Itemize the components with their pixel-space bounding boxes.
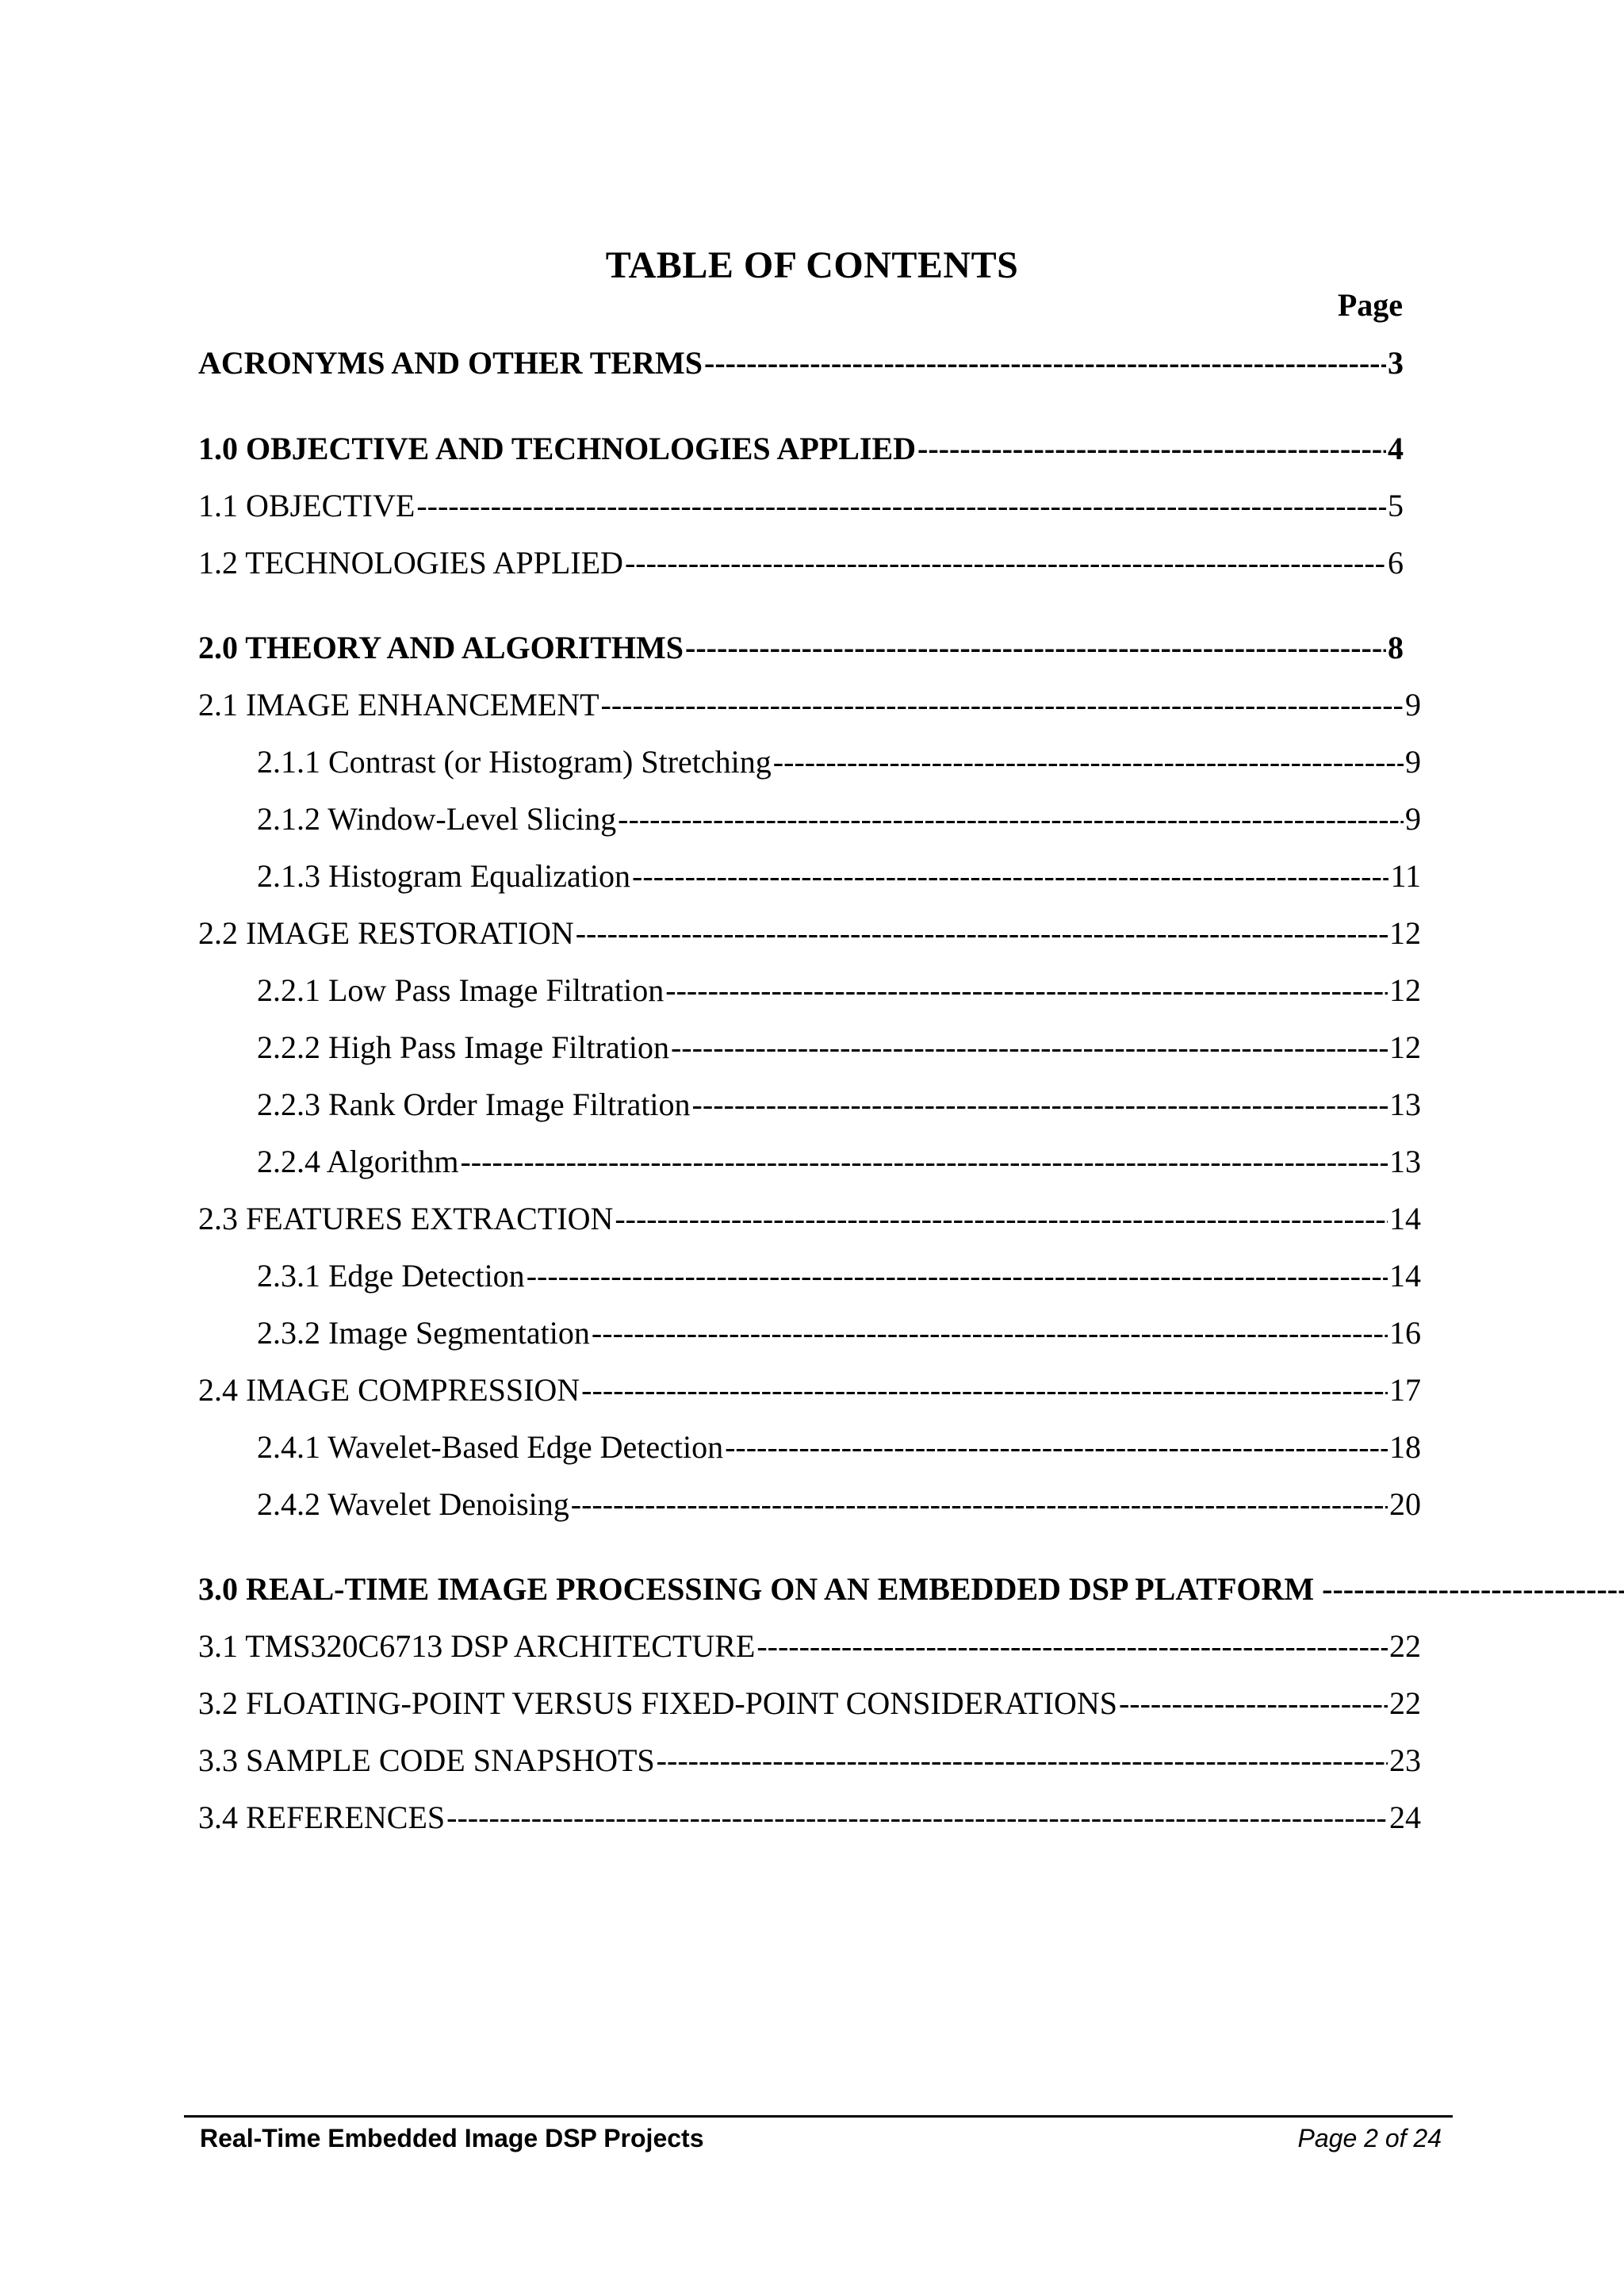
toc-entry-1-1[interactable] bbox=[198, 482, 1404, 530]
footer-divider bbox=[184, 2115, 1453, 2118]
toc-entry-page: 16 bbox=[1389, 1315, 1421, 1351]
dot-leader bbox=[671, 1024, 1388, 1071]
toc-entry-2-2-3[interactable] bbox=[257, 1081, 1421, 1129]
toc-entry-label: 2.1.1 Contrast (or Histogram) Stretching bbox=[257, 744, 772, 780]
toc-entry-label: 1.1 OBJECTIVE bbox=[198, 488, 416, 523]
toc-entry-page: 12 bbox=[1389, 1029, 1421, 1065]
toc-entry-2-1[interactable] bbox=[198, 681, 1421, 729]
page-column-label: Page bbox=[1337, 287, 1403, 323]
dot-leader bbox=[446, 1794, 1388, 1842]
toc-entry-page: 23 bbox=[1389, 1742, 1421, 1778]
toc-entry-2-1-1[interactable] bbox=[257, 738, 1421, 786]
toc-entry-label: 3.0 REAL-TIME IMAGE PROCESSING ON AN EMBEDDED DSP PLATFORM bbox=[198, 1571, 1315, 1607]
toc-entry-label: 2.4.2 Wavelet Denoising bbox=[257, 1486, 569, 1522]
toc-entry-2-3-2[interactable] bbox=[257, 1309, 1421, 1357]
toc-entry-label: 2.4.1 Wavelet-Based Edge Detection bbox=[257, 1429, 724, 1465]
toc-entry-label: 2.3.1 Edge Detection bbox=[257, 1258, 525, 1294]
toc-entry-page: 14 bbox=[1389, 1201, 1421, 1236]
toc-entry-label: 2.1.2 Window-Level Slicing bbox=[257, 801, 617, 837]
toc-entry-3-1[interactable] bbox=[198, 1623, 1421, 1670]
dot-leader bbox=[527, 1252, 1388, 1300]
dot-leader bbox=[581, 1366, 1388, 1414]
toc-entry-label: ACRONYMS AND OTHER TERMS bbox=[198, 345, 703, 381]
toc-entry-page: 8 bbox=[1388, 630, 1404, 665]
toc-entry-page: 24 bbox=[1389, 1800, 1421, 1835]
dot-leader bbox=[756, 1623, 1388, 1670]
toc-entry-label: 3.3 SAMPLE CODE SNAPSHOTS bbox=[198, 1742, 655, 1778]
dot-leader bbox=[725, 1424, 1388, 1471]
toc-entry-2-4-1[interactable] bbox=[257, 1424, 1421, 1471]
dot-leader bbox=[665, 967, 1388, 1014]
toc-entry-2-1-3[interactable] bbox=[257, 853, 1421, 900]
toc-entry-label: 3.2 FLOATING-POINT VERSUS FIXED-POINT CONSIDERATIONS bbox=[198, 1685, 1117, 1721]
dot-leader bbox=[917, 425, 1386, 473]
dot-leader bbox=[460, 1138, 1388, 1186]
toc-entry-2-4-2[interactable] bbox=[257, 1481, 1421, 1528]
toc-entry-page: 9 bbox=[1405, 687, 1421, 723]
toc-entry-acronyms[interactable] bbox=[198, 339, 1404, 387]
toc-entry-2-2-1[interactable] bbox=[257, 967, 1421, 1014]
toc-entry-label: 2.2.2 High Pass Image Filtration bbox=[257, 1029, 669, 1065]
dot-leader bbox=[615, 1195, 1388, 1243]
dot-leader bbox=[601, 681, 1404, 729]
toc-entry-label: 2.2.1 Low Pass Image Filtration bbox=[257, 972, 665, 1008]
toc-entry-2-3[interactable] bbox=[198, 1195, 1421, 1243]
toc-entry-3-2[interactable] bbox=[198, 1680, 1421, 1727]
dot-leader bbox=[657, 1737, 1388, 1784]
toc-entry-page: 9 bbox=[1405, 801, 1421, 837]
toc-entry-page: 18 bbox=[1389, 1429, 1421, 1465]
toc-entry-2-0[interactable] bbox=[198, 624, 1404, 672]
toc-entry-page: 13 bbox=[1389, 1144, 1421, 1179]
dot-leader bbox=[576, 910, 1388, 957]
toc-entry-label: 2.2 IMAGE RESTORATION bbox=[198, 915, 574, 951]
dot-leader bbox=[704, 339, 1386, 387]
toc-entry-2-4[interactable] bbox=[198, 1366, 1421, 1414]
toc-entry-label: 2.4 IMAGE COMPRESSION bbox=[198, 1372, 580, 1408]
toc-entry-page: 17 bbox=[1389, 1372, 1421, 1408]
toc-entry-1-2[interactable] bbox=[198, 539, 1404, 587]
toc-entry-page: 11 bbox=[1390, 858, 1421, 894]
toc-entry-2-1-2[interactable] bbox=[257, 795, 1421, 843]
toc-title: TABLE OF CONTENTS bbox=[605, 244, 1019, 286]
toc-entry-2-2[interactable] bbox=[198, 910, 1421, 957]
dot-leader bbox=[685, 624, 1386, 672]
dot-leader bbox=[416, 482, 1386, 530]
toc-entry-1-0[interactable] bbox=[198, 425, 1404, 473]
toc-entry-label: 2.3 FEATURES EXTRACTION bbox=[198, 1201, 614, 1236]
dot-leader bbox=[625, 539, 1386, 587]
toc-entry-page: 12 bbox=[1389, 915, 1421, 951]
toc-entry-page: 9 bbox=[1405, 744, 1421, 780]
toc-entry-3-3[interactable] bbox=[198, 1737, 1421, 1784]
footer-document-name: Real-Time Embedded Image DSP Projects bbox=[200, 2124, 704, 2152]
toc-entry-label: 1.2 TECHNOLOGIES APPLIED bbox=[198, 545, 623, 581]
toc-entry-page: 22 bbox=[1389, 1685, 1421, 1721]
dot-leader-short bbox=[1322, 1566, 1624, 1613]
dot-leader bbox=[618, 795, 1404, 843]
toc-entry-label: 3.4 REFERENCES bbox=[198, 1800, 446, 1835]
toc-entry-2-2-4[interactable] bbox=[257, 1138, 1421, 1186]
dot-leader bbox=[1119, 1680, 1388, 1727]
toc-entry-label: 2.3.2 Image Segmentation bbox=[257, 1315, 590, 1351]
footer-page-indicator: Page 2 of 24 bbox=[1297, 2124, 1442, 2152]
dot-leader bbox=[592, 1309, 1388, 1357]
dot-leader bbox=[773, 738, 1404, 786]
toc-entry-page: 3 bbox=[1388, 345, 1404, 381]
toc-entry-label: 2.2.3 Rank Order Image Filtration bbox=[257, 1087, 691, 1122]
toc-entry-3-4[interactable] bbox=[198, 1794, 1421, 1842]
toc-entry-page: 6 bbox=[1388, 545, 1404, 581]
toc-entry-label: 2.1 IMAGE ENHANCEMENT bbox=[198, 687, 599, 723]
toc-entry-2-3-1[interactable] bbox=[257, 1252, 1421, 1300]
toc-entry-2-2-2[interactable] bbox=[257, 1024, 1421, 1071]
toc-entry-page: 13 bbox=[1389, 1087, 1421, 1122]
toc-entry-page: 14 bbox=[1389, 1258, 1421, 1294]
dot-leader bbox=[692, 1081, 1388, 1129]
dot-leader bbox=[632, 853, 1388, 900]
toc-entry-label: 2.1.3 Histogram Equalization bbox=[257, 858, 631, 894]
toc-entry-page: 20 bbox=[1389, 1486, 1421, 1522]
toc-entry-page: 12 bbox=[1389, 972, 1421, 1008]
toc-entry-page: 4 bbox=[1388, 431, 1404, 466]
toc-entry-label: 3.1 TMS320C6713 DSP ARCHITECTURE bbox=[198, 1628, 756, 1664]
toc-entry-page: 5 bbox=[1388, 488, 1404, 523]
toc-entry-label: 2.2.4 Algorithm bbox=[257, 1144, 459, 1179]
toc-entry-3-0[interactable] bbox=[198, 1566, 1421, 1613]
toc-entry-label: 1.0 OBJECTIVE AND TECHNOLOGIES APPLIED bbox=[198, 431, 917, 466]
dot-leader bbox=[571, 1481, 1388, 1528]
toc-entry-label: 2.0 THEORY AND ALGORITHMS bbox=[198, 630, 684, 665]
toc-entry-page: 22 bbox=[1389, 1628, 1421, 1664]
